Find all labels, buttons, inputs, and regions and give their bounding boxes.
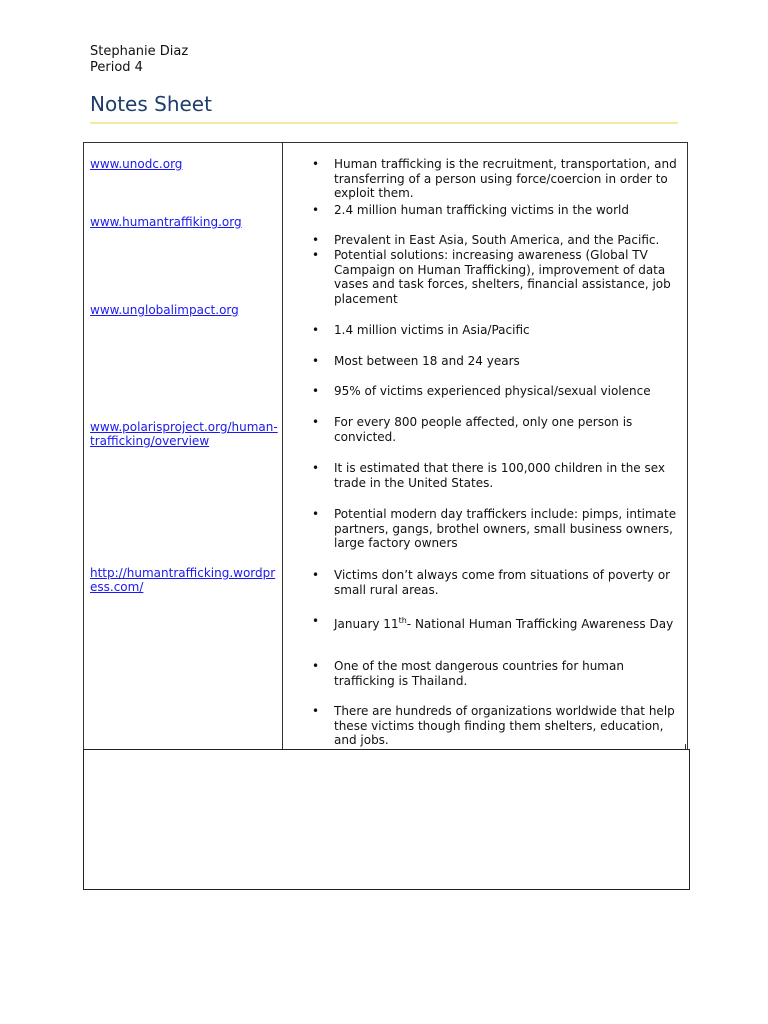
bullet-icon: •	[312, 568, 320, 582]
title-underline	[90, 122, 678, 124]
note-item: • Potential modern day traffickers include: pimps, intimate partners, gangs, brothel owners, small business owners, large factory owners	[312, 507, 677, 551]
note-item: • Victims don’t always come from situations of poverty or small rural areas.	[312, 568, 671, 597]
note-item: • It is estimated that there is 100,000 children in the sex trade in the United States.	[312, 461, 666, 490]
bullet-icon: •	[312, 233, 320, 247]
note-item: • Human trafficking is the recruitment, transportation, and transferring of a person using force/coercion in order to exploit them.	[312, 157, 677, 201]
header-block	[90, 44, 188, 76]
bullet-icon: •	[312, 704, 320, 718]
note-item: • One of the most dangerous countries for human trafficking is Thailand.	[312, 659, 624, 688]
source-link-wordpress[interactable]: http://humantrafficking.wordpress.com/	[90, 566, 276, 594]
note-item: • 2.4 million human trafficking victims in the world	[312, 203, 630, 217]
bullet-icon: •	[312, 354, 320, 368]
class-period: Period 4	[90, 60, 143, 75]
student-name: Stephanie Diaz	[90, 44, 189, 59]
source-link-polarisproject[interactable]: www.polarisproject.org/human-trafficking/overview	[90, 420, 278, 448]
note-item: • Potential solutions: increasing awareness (Global TV Campaign on Human Trafficking), improvement of data vases and task forces, shelters, financial assistance, job placement	[312, 248, 671, 307]
page-title: Notes Sheet	[90, 92, 212, 116]
bullet-icon: •	[312, 507, 320, 521]
bullet-icon: •	[312, 157, 320, 171]
column-divider	[282, 143, 283, 750]
bullet-icon: •	[312, 415, 320, 429]
note-item: • 95% of victims experienced physical/sexual violence	[312, 384, 651, 398]
bullet-icon: •	[312, 323, 320, 337]
source-link-humantraffiking[interactable]: www.humantraffiking.org	[90, 215, 242, 229]
note-item: • 1.4 million victims in Asia/Pacific	[312, 323, 530, 337]
note-item: • For every 800 people affected, only one person is convicted.	[312, 415, 633, 444]
bullet-icon: •	[312, 248, 320, 262]
bullet-icon: •	[312, 203, 320, 217]
bullet-icon: •	[312, 659, 320, 673]
note-item: • January 11th- National Human Trafficking Awareness Day	[312, 614, 674, 631]
note-item: • Prevalent in East Asia, South America, and the Pacific.	[312, 233, 660, 247]
bullet-icon: •	[312, 461, 320, 475]
source-link-unglobalimpact[interactable]: www.unglobalimpact.org	[90, 303, 239, 317]
source-link-unodc[interactable]: www.unodc.org	[90, 157, 183, 171]
note-item: • Most between 18 and 24 years	[312, 354, 520, 368]
note-item: • There are hundreds of organizations worldwide that help these victims though finding them shelters, education, and jobs.	[312, 704, 675, 748]
bullet-icon: •	[312, 384, 320, 398]
summary-box[interactable]	[83, 749, 690, 890]
bullet-icon: •	[312, 614, 320, 628]
